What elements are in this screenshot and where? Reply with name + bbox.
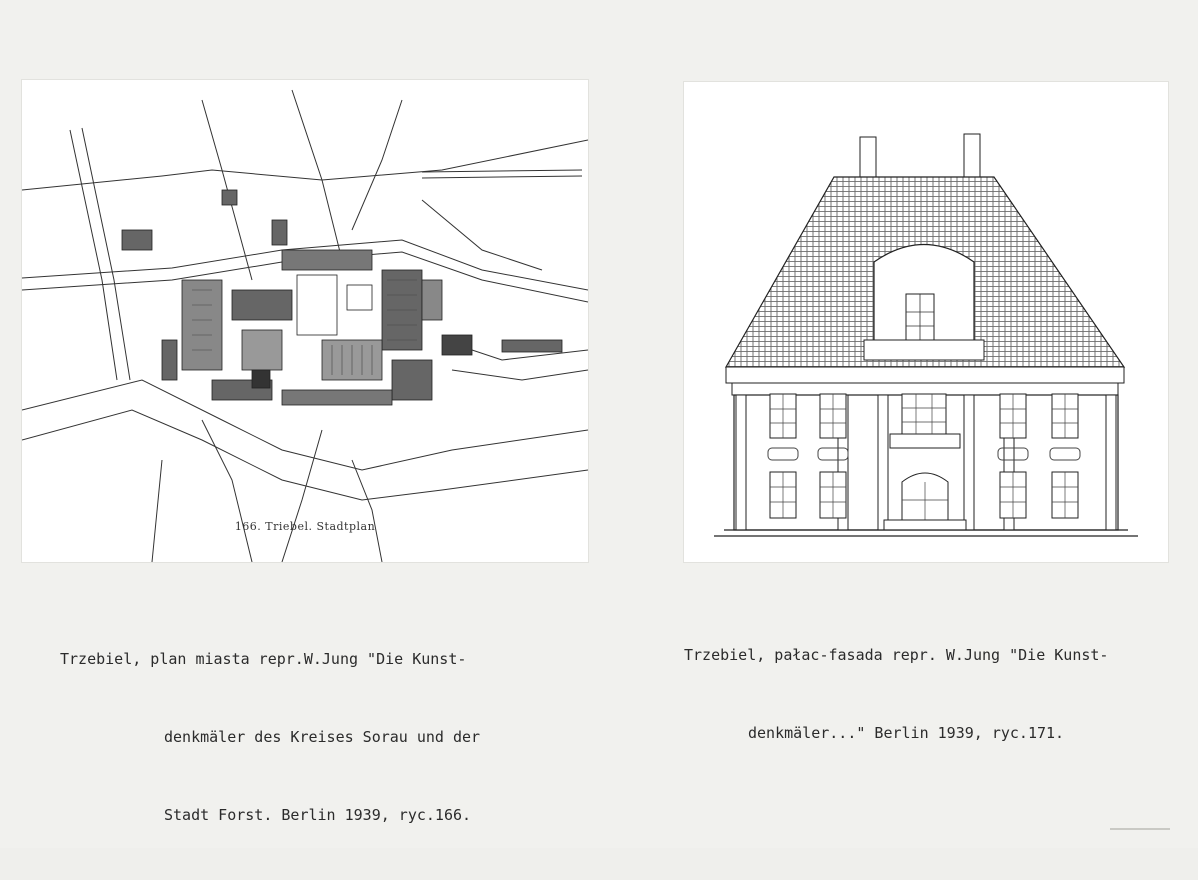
right-caption (684, 590, 1108, 798)
town-plan-drawing (22, 80, 588, 562)
palace-facade-photo (684, 82, 1168, 562)
right-caption-line: Trzebiel, pałac-fasada repr. W.Jung "Die Kunst- (684, 646, 1109, 664)
registration-mark (1110, 828, 1170, 830)
right-caption-line: denkmäler..." Berlin 1939, ryc.171. (748, 724, 1065, 742)
left-caption (60, 594, 480, 880)
left-caption-line: Stadt Forst. Berlin 1939, ryc.166. (164, 806, 472, 824)
town-plan-photo (22, 80, 588, 562)
left-caption-line: Trzebiel, plan miasta repr.W.Jung "Die Kunst- (60, 650, 467, 668)
left-caption-line: denkmäler des Kreises Sorau und der (164, 728, 481, 746)
map-caption: 166. Triebel. Stadtplan (234, 520, 376, 533)
palace-facade-drawing (684, 82, 1168, 562)
